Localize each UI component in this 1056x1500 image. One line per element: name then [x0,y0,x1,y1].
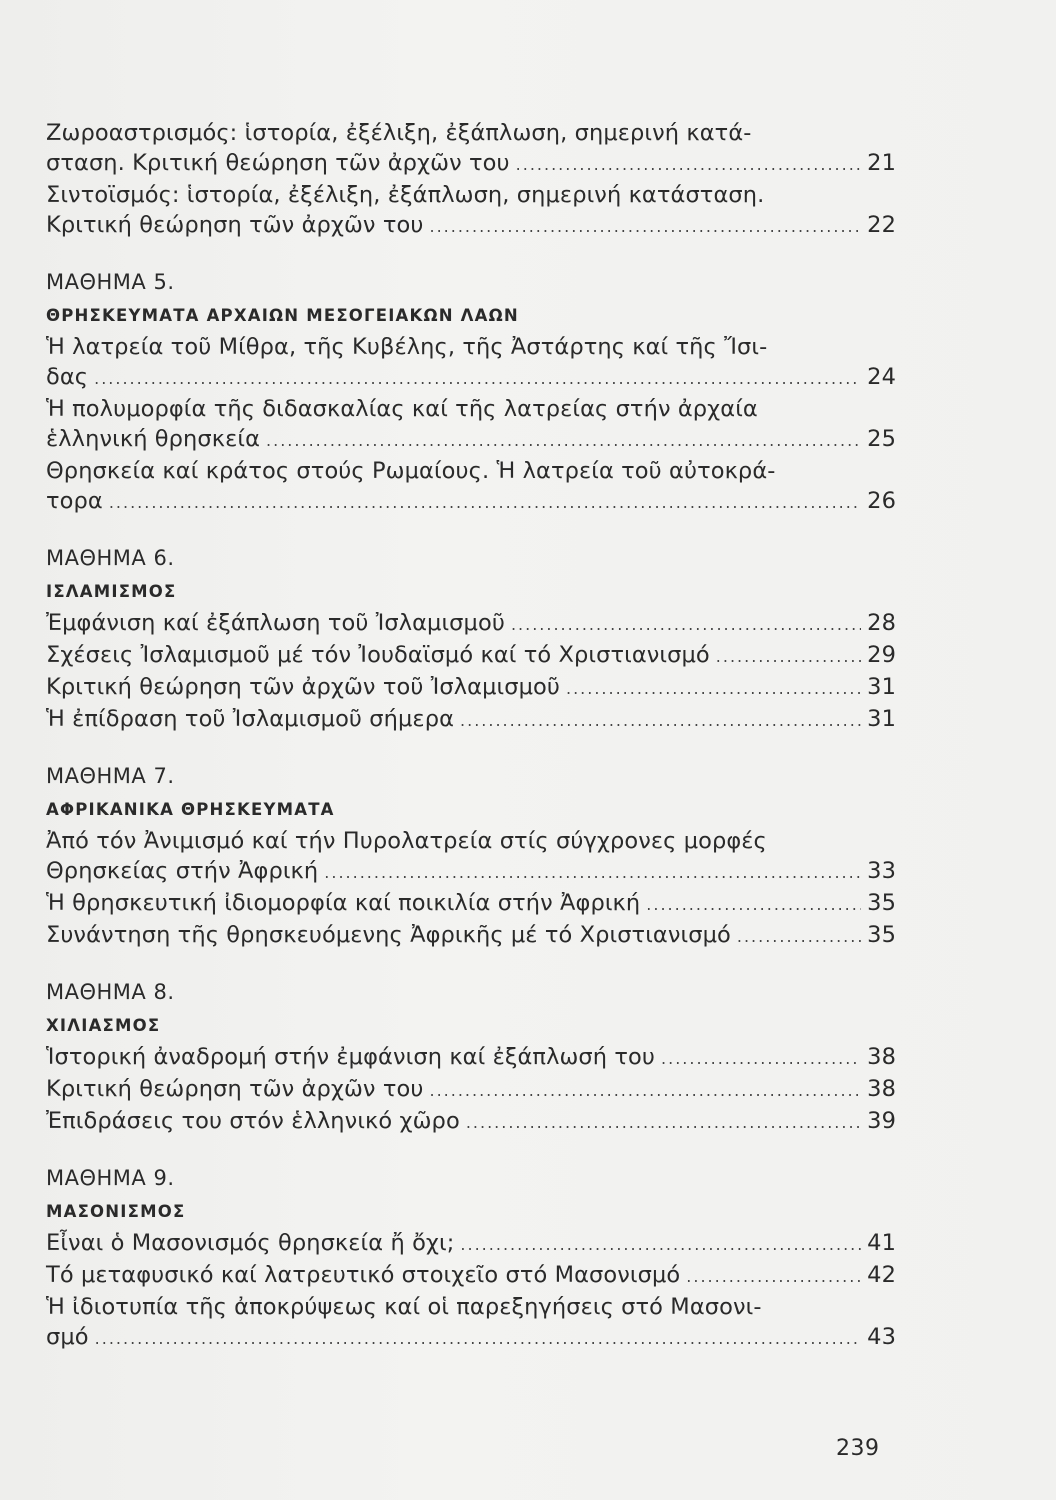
dot-leader [737,922,861,952]
lesson-label: ΜΑΘΗΜΑ 9. [46,1166,175,1190]
lesson-label: ΜΑΘΗΜΑ 7. [46,764,175,788]
dot-leader [511,610,861,640]
toc-entry-text: Ἡ λατρεία τοῦ Μίθρα, τῆς Κυβέλης, τῆς Ἀστάρτης καί τῆς Ἴσι- [46,334,768,360]
toc-entry-text: ἑλληνική θρησκεία [46,426,261,452]
toc-page-number: 33 [867,858,896,884]
toc-entry [46,1106,896,1138]
toc-entry-text: σταση. Κριτική θεώρηση τῶν ἀρχῶν του [46,150,510,176]
toc-entry-text: Θρησκείας στήν Ἀφρική [46,858,319,884]
toc-entry [46,672,896,704]
toc-entry-text: Ἐμφάνιση καί ἐξάπλωση τοῦ Ἰσλαμισμοῦ [46,610,505,636]
toc-page-number: 25 [867,426,896,452]
toc-section [46,544,896,736]
toc-entry-text: Θρησκεία καί κράτος στούς Ρωμαίους. Ἡ λατρεία τοῦ αὐτοκρά- [46,458,776,484]
lesson-label: ΜΑΘΗΜΑ 5. [46,270,175,294]
toc-page-number: 35 [867,922,896,948]
toc-entry-text: Συνάντηση τῆς θρησκευόμενης Ἀφρικῆς μέ τό Χριστιανισμό [46,922,731,948]
toc-entry [46,456,896,518]
toc-entry [46,1228,896,1260]
toc-page-number: 38 [867,1076,896,1102]
toc-page-number: 29 [867,642,896,668]
toc-entry-text: Κριτική θεώρηση τῶν ἀρχῶν του [46,212,424,238]
toc-entry [46,118,896,180]
dot-leader [460,1230,861,1260]
toc-entry-text: Ἡ θρησκευτική ἰδιομορφία καί ποικιλία στήν Ἀφρική [46,890,641,916]
dot-leader [460,706,861,736]
dot-leader [646,890,861,920]
toc-entry [46,1074,896,1106]
toc-entry [46,826,896,888]
toc-entry-text: Ἡ ἐπίδραση τοῦ Ἰσλαμισμοῦ σήμερα [46,706,455,732]
section-heading: ΘΡΗΣΚΕΥΜΑΤΑ ΑΡΧΑΙΩΝ ΜΕΣΟΓΕΙΑΚΩΝ ΛΑΩΝ [46,306,519,325]
toc-entry-text: Ἱστορική ἀναδρομή στήν ἐμφάνιση καί ἐξάπλωσή του [46,1044,656,1070]
table-of-contents [46,118,896,1354]
dot-leader [686,1262,861,1292]
toc-entry [46,394,896,456]
toc-page-number: 35 [867,890,896,916]
toc-entry [46,332,896,394]
toc-entry [46,608,896,640]
lesson-label: ΜΑΘΗΜΑ 6. [46,546,175,570]
toc-entry-text: δας [46,364,89,390]
toc-section [46,978,896,1138]
page-number: 239 [836,1436,880,1461]
toc-page-number: 24 [867,364,896,390]
dot-leader [429,1076,861,1106]
dot-leader [109,488,861,518]
dot-leader [661,1044,861,1074]
lesson-label: ΜΑΘΗΜΑ 8. [46,980,175,1004]
toc-entry [46,180,896,242]
dot-leader [94,364,861,394]
toc-entry [46,1042,896,1074]
dot-leader [266,426,861,456]
toc-page-number: 31 [867,706,896,732]
toc-entry [46,920,896,952]
toc-entry-text: Κριτική θεώρηση τῶν ἀρχῶν τοῦ Ἰσλαμισμοῦ [46,674,560,700]
toc-entry-text: Ἀπό τόν Ἀνιμισμό καί τήν Πυρολατρεία στίς σύγχρονες μορφές [46,828,767,854]
toc-section [46,1164,896,1354]
dot-leader [516,150,862,180]
toc-page-number: 31 [867,674,896,700]
section-heading: ΑΦΡΙΚΑΝΙΚΑ ΘΡΗΣΚΕΥΜΑΤΑ [46,800,335,819]
toc-entry-text: Ἐπιδράσεις του στόν ἑλληνικό χῶρο [46,1108,460,1134]
section-heading: ΙΣΛΑΜΙΣΜΟΣ [46,582,177,601]
toc-entry [46,1292,896,1354]
toc-page-number: 39 [867,1108,896,1134]
toc-section [46,762,896,952]
dot-leader [324,858,861,888]
toc-entry [46,1260,896,1292]
toc-entry-text: Σχέσεις Ἰσλαμισμοῦ μέ τόν Ἰουδαϊσμό καί τό Χριστιανισμό [46,642,710,668]
dot-leader [429,212,861,242]
section-heading: ΜΑΣΟΝΙΣΜΟΣ [46,1202,186,1221]
dot-leader [716,642,861,672]
toc-page-number: 22 [867,212,896,238]
toc-page-number: 43 [867,1324,896,1350]
toc-entry-text: σμό [46,1324,89,1350]
toc-section [46,268,896,518]
toc-page-number: 38 [867,1044,896,1070]
toc-entry-text: τορα [46,488,103,514]
toc-entry [46,640,896,672]
toc-entry-text: Σιντοϊσμός: ἱστορία, ἐξέλιξη, ἐξάπλωση, σημερινή κατάσταση. [46,182,765,208]
toc-entry-text: Κριτική θεώρηση τῶν ἀρχῶν του [46,1076,424,1102]
toc-page-number: 26 [867,488,896,514]
toc-entry-text: Ζωροαστρισμός: ἱστορία, ἐξέλιξη, ἐξάπλωση, σημερινή κατά- [46,120,752,146]
toc-entry [46,704,896,736]
dot-leader [95,1324,862,1354]
toc-entry-text: Τό μεταφυσικό καί λατρευτικό στοιχεῖο στό Μασονισμό [46,1262,681,1288]
toc-page-number: 41 [867,1230,896,1256]
toc-page-number: 42 [867,1262,896,1288]
toc-entry-text: Ἡ ἰδιοτυπία τῆς ἀποκρύψεως καί οἱ παρεξηγήσεις στό Μασονι- [46,1294,762,1320]
toc-page-number: 21 [867,150,896,176]
toc-entry-text: Ἡ πολυμορφία τῆς διδασκαλίας καί τῆς λατρείας στήν ἀρχαία [46,396,758,422]
section-heading: ΧΙΛΙΑΣΜΟΣ [46,1016,161,1035]
toc-page-number: 28 [867,610,896,636]
dot-leader [566,674,861,704]
toc-entry-text: Εἶναι ὁ Μασονισμός θρησκεία ἤ ὄχι; [46,1230,455,1256]
dot-leader [466,1108,861,1138]
toc-entry [46,888,896,920]
